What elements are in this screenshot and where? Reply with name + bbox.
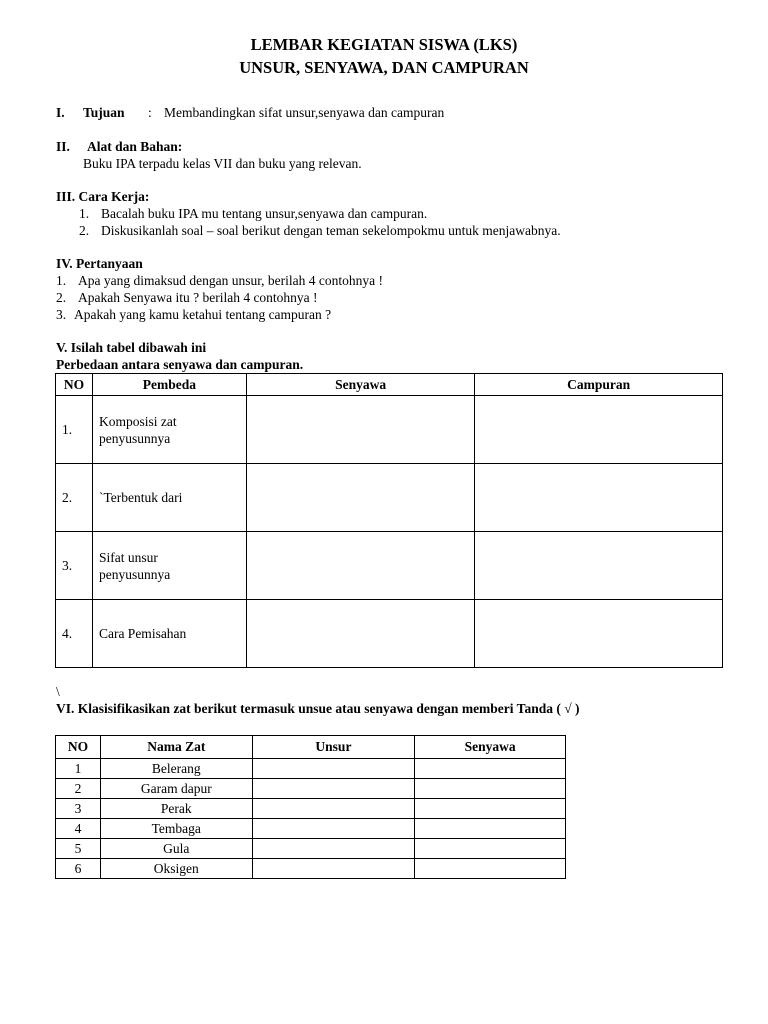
question-text: Apakah yang kamu ketahui tentang campuran ? [74,307,332,322]
cell-senyawa-answer[interactable] [246,464,475,532]
section-number: II. [56,139,70,154]
header-no: NO [56,736,101,759]
cell-nama-zat: Tembaga [100,819,252,839]
cell-no: 1 [56,759,101,779]
cell-nama-zat: Gula [100,839,252,859]
header-nama-zat: Nama Zat [100,736,252,759]
worksheet-subtitle: UNSUR, SENYAWA, DAN CAMPURAN [239,58,529,77]
cell-no: 3. [56,532,93,600]
table-row [56,532,723,600]
pembeda-line: Sifat unsur [98,549,158,565]
cell-unsur-check[interactable] [252,819,415,839]
section-text: Buku IPA terpadu kelas VII dan buku yang relevan. [83,156,362,171]
cell-no: 4 [56,819,101,839]
table-header-row [56,736,566,759]
cell-nama-zat: Oksigen [100,859,252,879]
header-pembeda: Pembeda [92,374,246,396]
pembeda-line: penyusunnya [98,566,171,582]
step-number: 1. [79,206,90,221]
table-row [56,600,723,668]
cell-senyawa-answer[interactable] [246,600,475,668]
cell-unsur-check[interactable] [252,859,415,879]
cell-pembeda [92,464,246,532]
cell-pembeda [92,600,246,668]
cell-senyawa-check[interactable] [415,819,566,839]
cell-senyawa-check[interactable] [415,799,566,819]
pembeda-line: Cara Pemisahan [98,626,187,641]
cell-pembeda [92,396,246,464]
cell-senyawa-check[interactable] [415,859,566,879]
section-heading: III. Cara Kerja: [56,189,150,204]
table-row [56,839,566,859]
header-unsur: Unsur [252,736,415,759]
header-senyawa: Senyawa [246,374,475,396]
table-row [56,759,566,779]
cell-no: 3 [56,799,101,819]
cell-pembeda [92,532,246,600]
comparison-table [55,373,723,668]
cell-campuran-answer[interactable] [475,532,723,600]
section-number: I. [56,105,65,120]
question-text: Apa yang dimaksud dengan unsur, berilah 4 contohnya ! [78,273,384,288]
cell-nama-zat: Perak [100,799,252,819]
pembeda-line: penyusunnya [98,430,171,446]
cell-unsur-check[interactable] [252,799,415,819]
section-heading: VI. Klasisifikasikan zat berikut termasuk unsue atau senyawa dengan memberi Tanda ( √ ) [56,701,580,716]
table-caption: Perbedaan antara senyawa dan campuran. [56,357,304,372]
header-no: NO [56,374,93,396]
section-label: Tujuan [83,105,125,120]
table-row [56,799,566,819]
cell-campuran-answer[interactable] [475,464,723,532]
cell-senyawa-answer[interactable] [246,532,475,600]
table-row [56,464,723,532]
question-text: Apakah Senyawa itu ? berilah 4 contohnya ! [78,290,318,305]
table-row [56,819,566,839]
question-number: 1. [56,273,67,288]
step-text: Diskusikanlah soal – soal berikut dengan teman sekelompokmu untuk menjawabnya. [101,223,561,238]
cell-no: 4. [56,600,93,668]
pembeda-line: `Terbentuk dari [98,490,183,505]
step-number: 2. [79,223,90,238]
cell-campuran-answer[interactable] [475,396,723,464]
cell-senyawa-answer[interactable] [246,396,475,464]
header-senyawa: Senyawa [415,736,566,759]
cell-no: 6 [56,859,101,879]
cell-no: 2 [56,779,101,799]
table-row [56,779,566,799]
cell-senyawa-check[interactable] [415,759,566,779]
colon: : [148,105,152,120]
header-campuran: Campuran [475,374,723,396]
cell-nama-zat: Garam dapur [100,779,252,799]
classification-table [55,735,566,879]
cell-unsur-check[interactable] [252,759,415,779]
worksheet-title: LEMBAR KEGIATAN SISWA (LKS) [250,35,518,54]
stray-mark: \ [56,684,60,699]
cell-no: 2. [56,464,93,532]
question-number: 3. [56,307,67,322]
question-number: 2. [56,290,67,305]
cell-senyawa-check[interactable] [415,779,566,799]
cell-no: 1. [56,396,93,464]
table-row [56,396,723,464]
section-heading: V. Isilah tabel dibawah ini [56,340,207,355]
section-text: Membandingkan sifat unsur,senyawa dan campuran [164,105,445,120]
table-header-row [56,374,723,396]
cell-nama-zat: Belerang [100,759,252,779]
cell-campuran-answer[interactable] [475,600,723,668]
table-row [56,859,566,879]
cell-unsur-check[interactable] [252,839,415,859]
section-label: Alat dan Bahan: [87,139,183,154]
step-text: Bacalah buku IPA mu tentang unsur,senyawa dan campuran. [101,206,428,221]
section-heading: IV. Pertanyaan [56,256,143,271]
cell-unsur-check[interactable] [252,779,415,799]
cell-senyawa-check[interactable] [415,839,566,859]
pembeda-line: Komposisi zat [98,413,177,429]
cell-no: 5 [56,839,101,859]
